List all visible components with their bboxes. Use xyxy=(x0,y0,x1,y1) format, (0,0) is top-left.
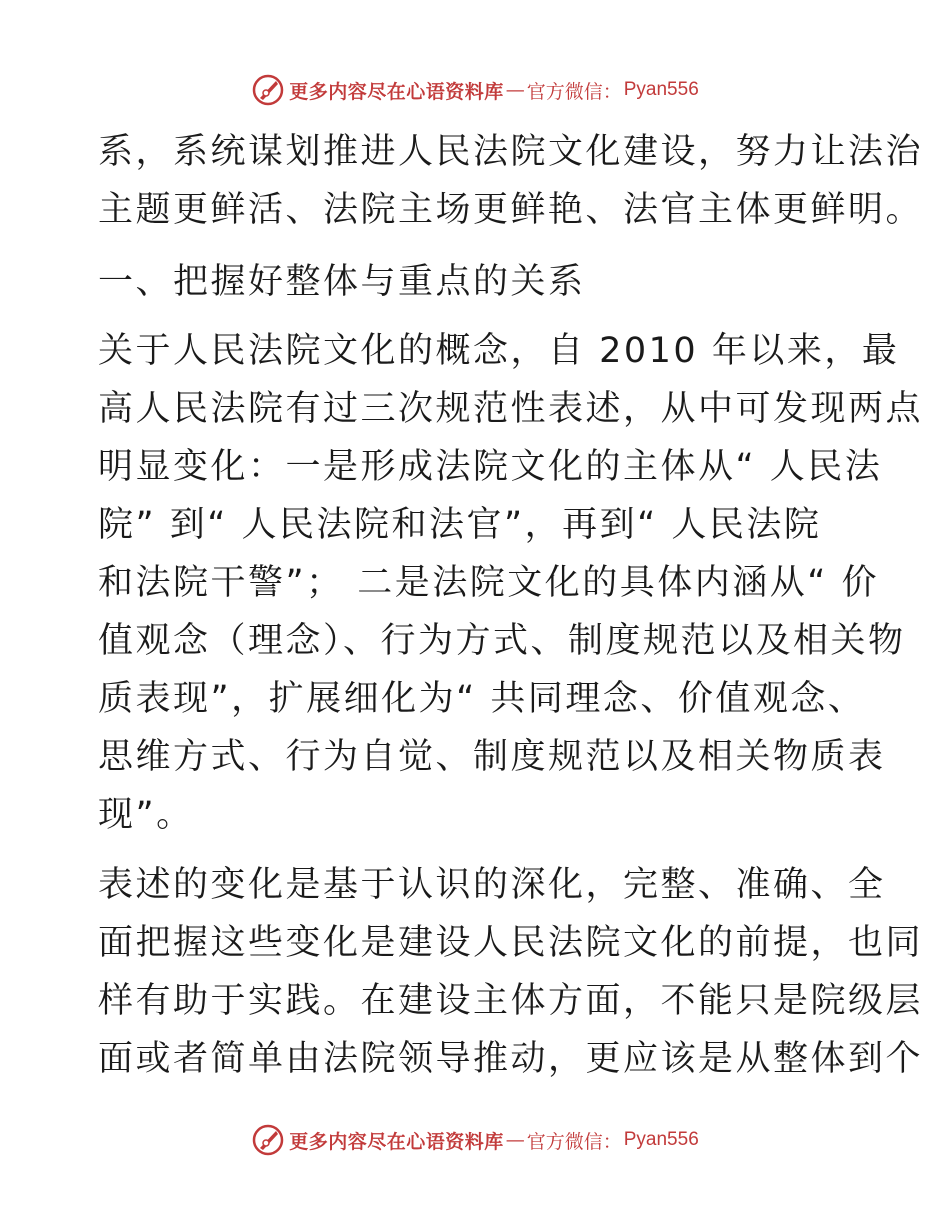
quill-logo-icon xyxy=(251,73,285,107)
header-wechat-id: Pyan556 xyxy=(623,79,699,100)
footer-official-label: 官方微信： xyxy=(526,1130,622,1153)
body-line: 高人民法院有过三次规范性表述，从中可发现两点 xyxy=(98,389,924,429)
footer-brand-text: 更多内容尽在心语资料库 xyxy=(289,1130,504,1153)
body-line: 关于人民法院文化的概念，自 2010 年以来，最 xyxy=(98,331,900,371)
body-line: 思维方式、行为自觉、制度规范以及相关物质表 xyxy=(98,737,886,777)
body-line: 质表现”，扩展细化为“ 共同理念、价值观念、 xyxy=(98,679,866,719)
header-separator: — xyxy=(505,79,525,101)
body-line: 现”。 xyxy=(98,795,194,835)
body-line: 面或者简单由法院领导推动，更应该是从整体到个 xyxy=(98,1039,924,1079)
header-watermark xyxy=(0,70,950,110)
header-official-label: 官方微信： xyxy=(526,80,622,103)
body-line: 样有助于实践。在建设主体方面，不能只是院级层 xyxy=(98,981,924,1021)
footer-separator: — xyxy=(505,1129,525,1151)
body-line: 和法院干警”； 二是法院文化的具体内涵从“ 价 xyxy=(98,563,880,603)
body-line: 值观念（理念）、行为方式、制度规范以及相关物 xyxy=(98,621,906,661)
section-heading: 一、把握好整体与重点的关系 xyxy=(98,262,586,302)
footer-wechat-id: Pyan556 xyxy=(623,1129,699,1150)
body-line: 明显变化：一是形成法院文化的主体从“ 人民法 xyxy=(98,447,883,487)
quill-logo-icon xyxy=(251,1123,285,1157)
body-line: 系，系统谋划推进人民法院文化建设，努力让法治 xyxy=(98,132,924,172)
body-line: 面把握这些变化是建设人民法院文化的前提，也同 xyxy=(98,923,924,963)
header-brand-text: 更多内容尽在心语资料库 xyxy=(289,80,504,103)
body-line: 表述的变化是基于认识的深化，完整、准确、全 xyxy=(98,865,886,905)
body-line: 院” 到“ 人民法院和法官”，再到“ 人民法院 xyxy=(98,505,822,545)
body-line: 主题更鲜活、法院主场更鲜艳、法官主体更鲜明。 xyxy=(98,190,924,230)
document-body xyxy=(98,123,924,1088)
footer-watermark xyxy=(0,1120,950,1160)
